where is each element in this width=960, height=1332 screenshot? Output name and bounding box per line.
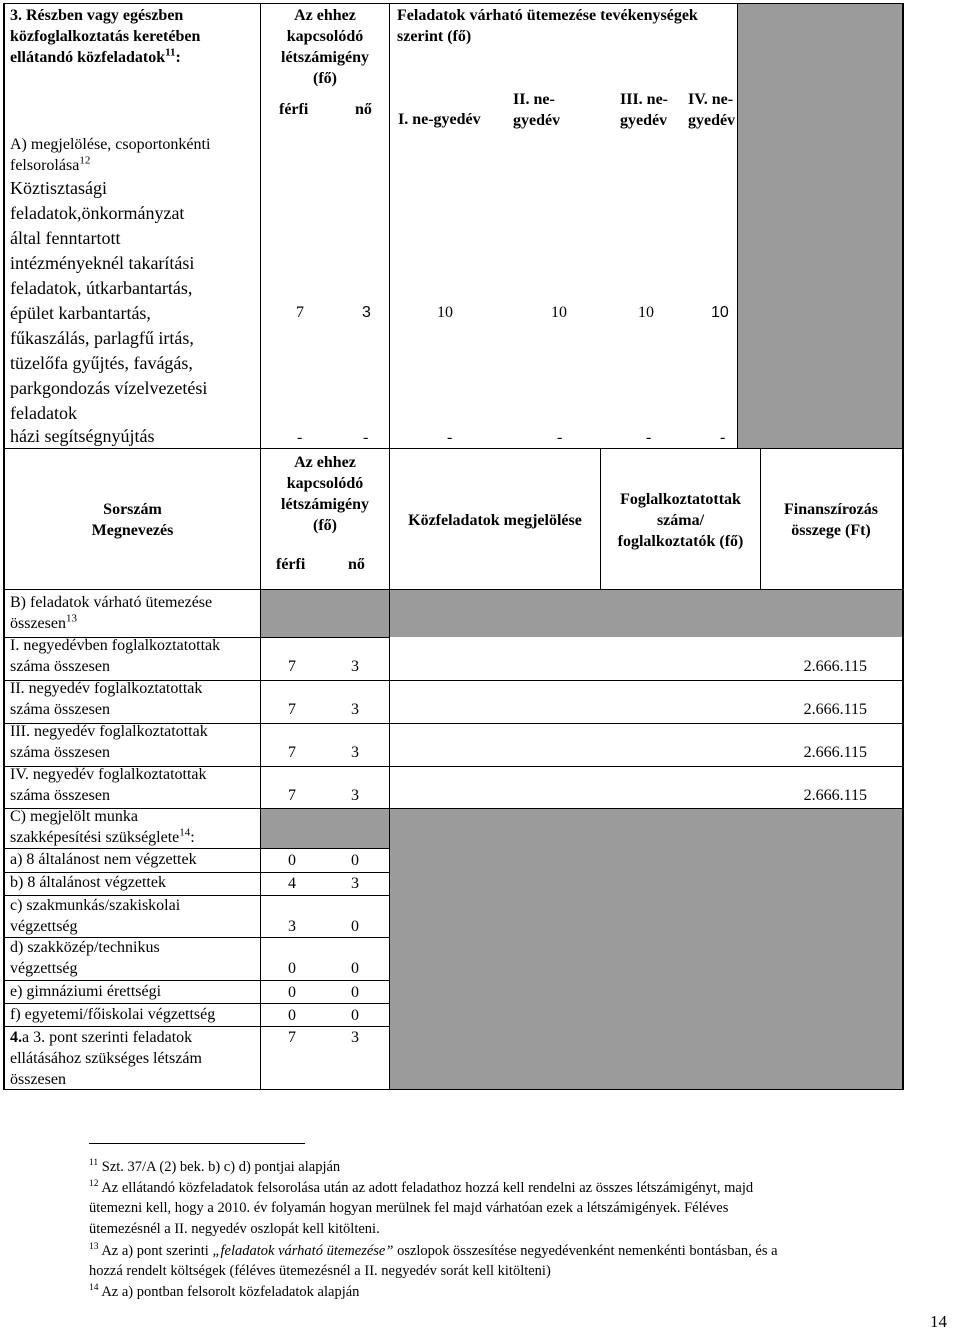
task-q1-value: 10 [437, 304, 453, 321]
home-dash-3: - [447, 429, 453, 446]
c-row-e-label: e) gimnáziumi érettségi [10, 983, 162, 1000]
task-q3-value: 10 [638, 304, 654, 321]
left-header-line3: ellátandó közfeladatok$^{11}$: [10, 46, 181, 66]
b-row-4-ferfi: 7 [288, 787, 296, 804]
shaded-area-bottom-b [260, 589, 389, 637]
task-list: Köztisztasági feladatok,önkormányzat által fenntartott intézményeknél takarítási feladatok, útkarbantartás, épület karbantartás, fűkaszálás, parlagfű irtás, tüzelőfa gyűjtés, favágás, parkgondozás vízelvezetési feladatok [10, 178, 208, 423]
footnote-11: $^{11}$ Szt. 37/A (2) bek. b) c) d) pontjai alapján [89, 1158, 341, 1175]
ferfi-header: férfi [279, 101, 309, 118]
c-title: C) megjelölt munka szakképesítési szükséglete$^{14}$: [10, 808, 195, 846]
footnote-separator [89, 1143, 305, 1144]
footnote-14: $^{14}$ Az a) pontban felsorolt közfeladatok alapján [89, 1283, 360, 1300]
finanszirozas-header: Finanszírozás összege (Ft) [784, 501, 878, 539]
b-row-2-no: 3 [351, 701, 359, 718]
c-row-b-no: 3 [351, 875, 359, 892]
c-row-b-label: b) 8 általánost végzettek [10, 874, 166, 891]
c-row-d-no: 0 [351, 960, 359, 977]
shaded-area-bottom-d [260, 808, 389, 848]
home-help-label: házi segítségnyújtás [10, 426, 155, 446]
home-dash-1: - [297, 429, 303, 446]
c-row-f-label: f) egyetemi/főiskolai végzettség [10, 1006, 216, 1023]
b-row-3-no: 3 [351, 744, 359, 761]
sorszam-header: Sorszám Megnevezés [91, 501, 174, 539]
c-row-c-ferfi: 3 [288, 918, 296, 935]
c-row-c-label: c) szakmunkás/szakiskolai végzettség [10, 897, 181, 935]
quarter4-header: IV. ne- gyedév [688, 91, 736, 129]
c-row-a-label: a) 8 általánost nem végzettek [10, 851, 197, 868]
total-no: 3 [351, 1029, 359, 1046]
c-row-c-no: 0 [351, 918, 359, 935]
quarter1-header: I. ne-gyedév [398, 111, 481, 128]
left-header-line2: közfoglalkoztatás keretében [10, 28, 201, 45]
total-ferfi: 7 [288, 1029, 296, 1046]
c-row-f-no: 0 [351, 1007, 359, 1024]
task-no-value: 3 [362, 304, 371, 321]
b-row-2-amount: 2.666.115 [803, 701, 867, 718]
quarter3-header: III. ne- gyedév [620, 91, 669, 129]
shaded-area-bottom-e [389, 808, 902, 1090]
left-header-line1: 3. Részben vagy egészben [10, 7, 184, 24]
page-number: 14 [930, 1312, 947, 1331]
b-row-1-ferfi: 7 [288, 658, 296, 675]
task-q4-value: 10 [711, 304, 729, 321]
task-q2-value: 10 [551, 304, 567, 321]
home-dash-5: - [646, 429, 652, 446]
b-row-2-ferfi: 7 [288, 701, 296, 718]
c-row-f-ferfi: 0 [288, 1007, 296, 1024]
b-row-1-no: 3 [351, 658, 359, 675]
schedule-header: Feladatok várható ütemezése tevékenységek szerint (fő) [397, 7, 698, 45]
quarter2-header: II. ne- gyedév [513, 91, 561, 129]
task-ferfi-value: 7 [296, 304, 304, 321]
c-row-d-label: d) szakközép/technikus végzettség [10, 939, 160, 977]
foglalkoztatottak-header: Foglalkoztatottak száma/ foglalkoztatók (fő) [617, 491, 744, 550]
home-dash-4: - [557, 429, 563, 446]
home-dash-2: - [363, 429, 369, 446]
b-row-3-label: III. negyedév foglalkoztatottak száma összesen [10, 723, 208, 761]
b-row-4-label: IV. negyedév foglalkoztatottak száma összesen [10, 766, 207, 804]
c-row-e-no: 0 [351, 984, 359, 1001]
staff-header: Az ehhez kapcsolódó létszámigény (fő) [281, 7, 369, 87]
no-header: nő [355, 101, 372, 118]
a-title: A) megjelölése, csoportonkénti felsorolása$^{12}$ [10, 136, 211, 174]
kozfeladatok-header: Közfeladatok megjelölése [408, 512, 582, 529]
no-header-2: nő [348, 556, 365, 573]
c-row-a-ferfi: 0 [288, 852, 296, 869]
c-row-b-ferfi: 4 [288, 875, 296, 892]
b-row-4-no: 3 [351, 787, 359, 804]
b-row-2-label: II. negyedév foglalkoztatottak száma összesen [10, 680, 203, 718]
footnote-12: $^{12}$ Az ellátandó közfeladatok felsorolása után az adott feladathoz hozzá kell rendelni az összes létszámigényt, majd ütemezni kell, hogy a 2010. év folyamán hogyan merülnek fel majd várhatóan ezek a létszámigények. Féléves ütemezésnél a II. negyedév oszlopát kell kitölteni. [89, 1179, 754, 1237]
c-row-e-ferfi: 0 [288, 984, 296, 1001]
footnote-13: $^{13}$ Az a) pont szerinti „feladatok várható ütemezése” oszlopok összesítése negyedévenként nemenkénti bontásban, és a hozzá rendelt költségek (féléves ütemezésnél a II. negyedév sorát kell kitölteni) [89, 1242, 778, 1280]
b-title: B) feladatok várható ütemezése összesen$^{13}$ [10, 594, 213, 632]
ferfi-header-2: férfi [276, 556, 306, 573]
shaded-area-top [737, 3, 904, 448]
b-row-4-amount: 2.666.115 [803, 787, 867, 804]
b-row-1-label: I. negyedévben foglalkoztatottak száma összesen [10, 637, 221, 675]
total-label: 4.a 3. pont szerinti feladatok ellátásához szükséges létszám összesen [10, 1029, 202, 1088]
b-row-3-amount: 2.666.115 [803, 744, 867, 761]
staff-header-2: Az ehhez kapcsolódó létszámigény (fő) [281, 454, 369, 534]
b-row-3-ferfi: 7 [288, 744, 296, 761]
c-row-a-no: 0 [351, 852, 359, 869]
home-dash-6: - [720, 429, 726, 446]
b-row-1-amount: 2.666.115 [803, 658, 867, 675]
c-row-d-ferfi: 0 [288, 960, 296, 977]
